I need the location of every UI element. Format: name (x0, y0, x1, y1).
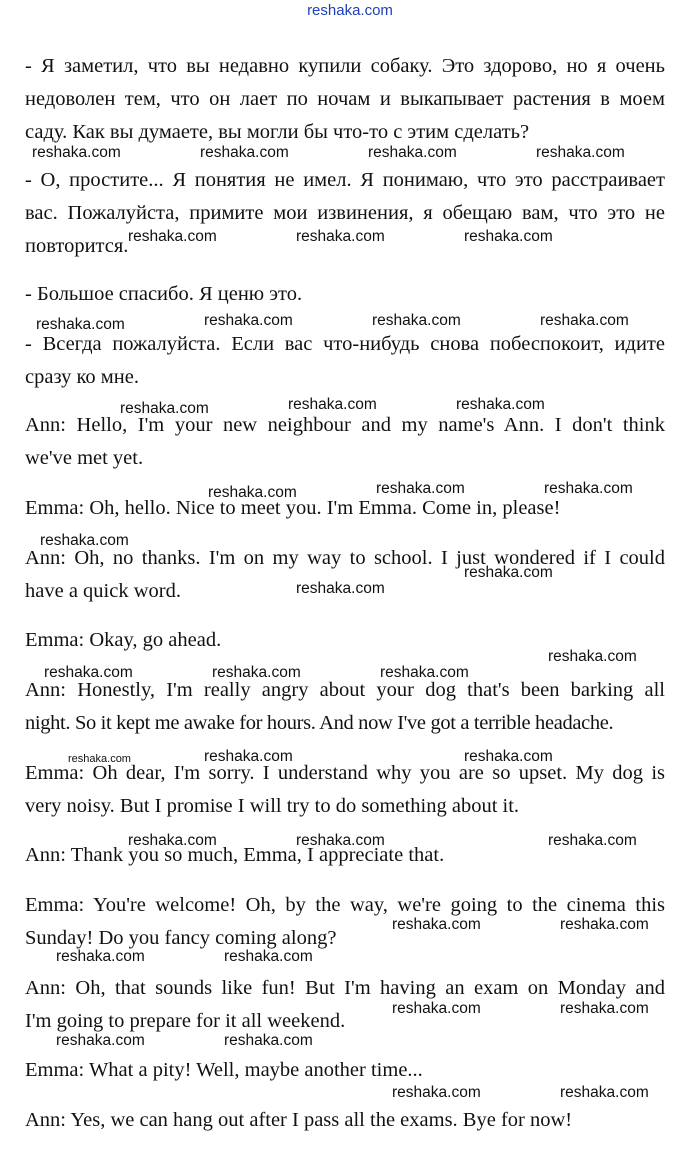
paragraph (25, 409, 665, 475)
text-line: we've met yet. (25, 447, 144, 469)
watermark: reshaka.com (128, 228, 217, 245)
site-header: reshaka.com (307, 2, 393, 19)
watermark: reshaka.com (464, 228, 553, 245)
watermark: reshaka.com (296, 832, 385, 849)
watermark: reshaka.com (44, 664, 133, 681)
text-line: сразу ко мне. (25, 366, 139, 388)
watermark: reshaka.com (456, 396, 545, 413)
watermark: reshaka.com (560, 916, 649, 933)
watermark: reshaka.com (540, 312, 629, 329)
watermark: reshaka.com (544, 480, 633, 497)
watermark: reshaka.com (36, 316, 125, 333)
paragraph (25, 50, 665, 149)
text-line: - Всегда пожалуйста. Если вас что-нибудь снова побеспокоит, идите (25, 333, 665, 355)
watermark: reshaka.com (464, 564, 553, 581)
watermark: reshaka.com (32, 144, 121, 161)
text-line: Emma: You're welcome! Oh, by the way, we're going to the cinema this (25, 894, 665, 916)
watermark: reshaka.com (296, 228, 385, 245)
watermark: reshaka.com (392, 1084, 481, 1101)
watermark: reshaka.com (40, 532, 129, 549)
paragraph (25, 278, 665, 311)
watermark: reshaka.com (380, 664, 469, 681)
watermark: reshaka.com (204, 312, 293, 329)
text-line: night. So it kept me awake for hours. And now I've got a terrible headache. (25, 712, 614, 734)
paragraph (25, 1104, 665, 1137)
text-line: Emma: Okay, go ahead. (25, 629, 222, 651)
text-line: Emma: Oh, hello. Nice to meet you. I'm Emma. Come in, please! (25, 497, 561, 519)
text-line: Ann: Hello, I'm your new neighbour and my name's Ann. I don't think (25, 414, 665, 436)
text-line: Ann: Yes, we can hang out after I pass all the exams. Bye for now! (25, 1109, 573, 1131)
watermark: reshaka.com (392, 916, 481, 933)
watermark: reshaka.com (392, 1000, 481, 1017)
watermark: reshaka.com (368, 144, 457, 161)
watermark: reshaka.com (56, 1032, 145, 1049)
watermark: reshaka.com (120, 400, 209, 417)
text-line: very noisy. But I promise I will try to do something about it. (25, 795, 520, 817)
text-line: Emma: Oh dear, I'm sorry. I understand why you are so upset. My dog is (25, 762, 665, 784)
text-line: повторится. (25, 235, 129, 257)
watermark: reshaka.com (464, 748, 553, 765)
text-line: have a quick word. (25, 580, 181, 602)
text-line: - Большое спасибо. Я ценю это. (25, 283, 303, 305)
paragraph (25, 542, 665, 608)
paragraph (25, 1054, 665, 1087)
watermark: reshaka.com (560, 1000, 649, 1017)
watermark: reshaka.com (224, 1032, 313, 1049)
text-line: I'm going to prepare for it all weekend. (25, 1010, 346, 1032)
text-line: вас. Пожалуйста, примите мои извинения, я обещаю вам, что это не (25, 202, 665, 224)
watermark: reshaka.com (204, 748, 293, 765)
text-line: - О, простите... Я понятия не имел. Я понимаю, что это расстраивает (25, 169, 665, 191)
paragraph (25, 328, 665, 394)
watermark: reshaka.com (296, 580, 385, 597)
text-line: Ann: Oh, that sounds like fun! But I'm having an exam on Monday and (25, 977, 665, 999)
paragraph (25, 674, 665, 740)
watermark: reshaka.com (68, 753, 131, 765)
text-line: Ann: Oh, no thanks. I'm on my way to school. I just wondered if I could (25, 547, 665, 569)
watermark: reshaka.com (224, 948, 313, 965)
text-line: Emma: What a pity! Well, maybe another time... (25, 1059, 423, 1081)
watermark: reshaka.com (212, 664, 301, 681)
text-line: недоволен тем, что он лает по ночам и выкапывает растения в моем (25, 88, 665, 110)
text-line: Ann: Honestly, I'm really angry about your dog that's been barking all (25, 679, 665, 701)
text-line: - Я заметил, что вы недавно купили собаку. Это здорово, но я очень (25, 55, 665, 77)
text-line: Ann: Thank you so much, Emma, I appreciate that. (25, 844, 445, 866)
watermark: reshaka.com (560, 1084, 649, 1101)
watermark: reshaka.com (548, 832, 637, 849)
watermark: reshaka.com (288, 396, 377, 413)
watermark: reshaka.com (536, 144, 625, 161)
text-line: саду. Как вы думаете, вы могли бы что-то с этим сделать? (25, 121, 530, 143)
watermark: reshaka.com (128, 832, 217, 849)
paragraph (25, 164, 665, 263)
watermark: reshaka.com (548, 648, 637, 665)
text-line: Sunday! Do you fancy coming along? (25, 927, 337, 949)
watermark: reshaka.com (200, 144, 289, 161)
watermark: reshaka.com (372, 312, 461, 329)
watermark: reshaka.com (56, 948, 145, 965)
watermark: reshaka.com (376, 480, 465, 497)
watermark: reshaka.com (208, 484, 297, 501)
